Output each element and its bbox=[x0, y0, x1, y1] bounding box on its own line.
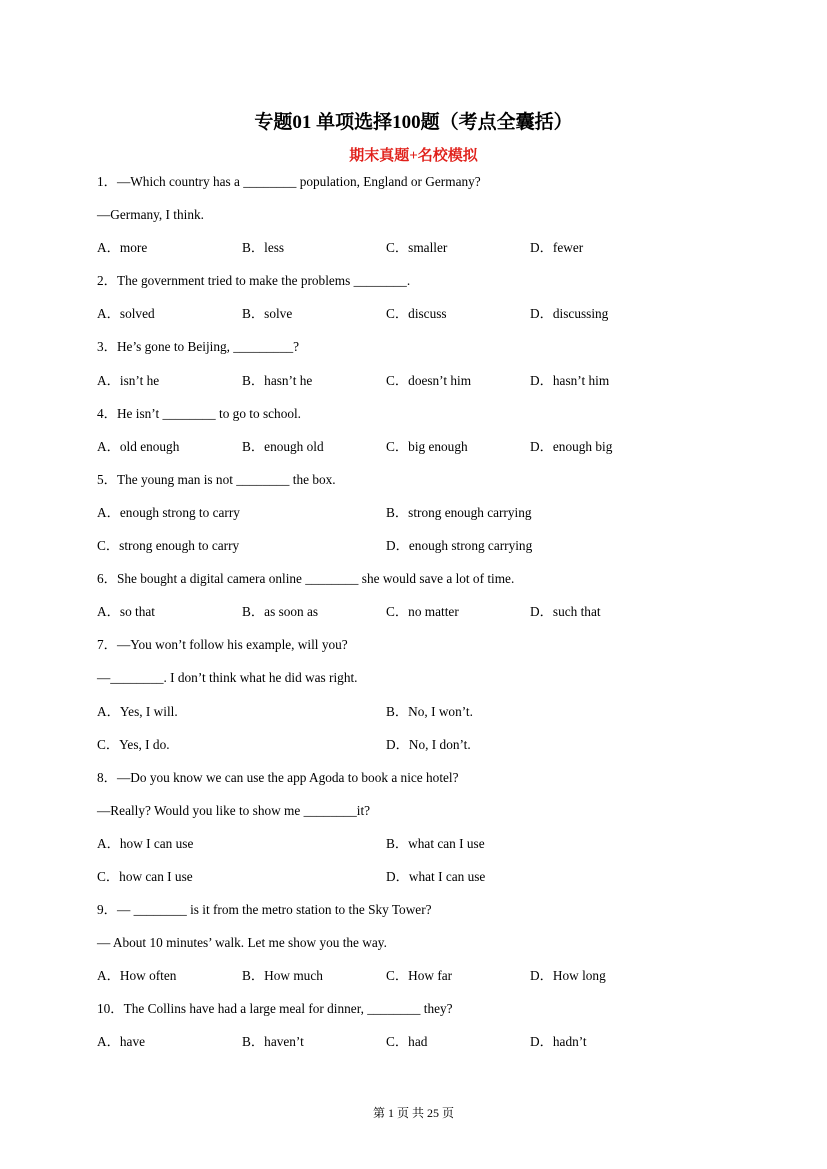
option-a[interactable]: A．so that bbox=[97, 604, 155, 620]
option-c[interactable]: C．doesn’t him bbox=[386, 372, 472, 388]
option-a[interactable]: A．have bbox=[97, 1034, 145, 1050]
option-b[interactable]: B．as soon as bbox=[242, 604, 319, 620]
question-stem: 1．—Which country has a ________ population, England or Germany? bbox=[97, 174, 481, 189]
question-response: —________. I don’t think what he did was right. bbox=[97, 670, 358, 686]
option-a[interactable]: A．How often bbox=[97, 968, 177, 984]
option-c[interactable]: C．How far bbox=[386, 968, 453, 984]
page-number: 第 1 页 共 25 页 bbox=[372, 1106, 454, 1120]
option-a[interactable]: A．solved bbox=[97, 306, 155, 322]
option-d[interactable]: D．such that bbox=[530, 604, 601, 620]
question-1 bbox=[97, 172, 737, 271]
options-row bbox=[97, 867, 737, 900]
question-4 bbox=[97, 404, 737, 470]
question-stem: 6．She bought a digital camera online ________ she would save a lot of time. bbox=[97, 571, 515, 587]
question-3 bbox=[97, 337, 737, 403]
option-a[interactable]: A．enough strong to carry bbox=[97, 504, 240, 520]
question-stem: 2．The government tried to make the problems ________. bbox=[97, 273, 411, 289]
option-a[interactable]: A．isn’t he bbox=[97, 372, 160, 388]
option-d[interactable]: D．enough big bbox=[530, 438, 613, 454]
options-row bbox=[97, 437, 737, 470]
options-row bbox=[97, 503, 737, 536]
option-a[interactable]: A．how I can use bbox=[97, 835, 194, 851]
options-row bbox=[97, 966, 737, 999]
options-row bbox=[97, 735, 737, 768]
option-c[interactable]: C．how can I use bbox=[97, 868, 193, 884]
question-list bbox=[97, 172, 737, 1066]
option-b[interactable]: B．what can I use bbox=[386, 835, 485, 851]
question-8 bbox=[97, 768, 737, 900]
question-response: — About 10 minutes’ walk. Let me show you the way. bbox=[97, 935, 387, 951]
document-subtitle: 期末真题+名校模拟 bbox=[349, 148, 478, 164]
option-a[interactable]: A．Yes, I will. bbox=[97, 703, 178, 719]
option-c[interactable]: C．had bbox=[386, 1034, 428, 1050]
question-stem: 8．—Do you know we can use the app Agoda to book a nice hotel? bbox=[97, 769, 459, 785]
question-9 bbox=[97, 900, 737, 999]
question-stem: 3．He’s gone to Beijing, _________? bbox=[97, 339, 300, 355]
options-row bbox=[97, 1032, 737, 1065]
option-a[interactable]: A．more bbox=[97, 240, 148, 256]
question-stem: 4．He isn’t ________ to go to school. bbox=[97, 405, 302, 421]
option-b[interactable]: B．haven’t bbox=[242, 1034, 304, 1050]
option-c[interactable]: C．no matter bbox=[386, 604, 459, 620]
option-b[interactable]: B．How much bbox=[242, 968, 323, 984]
question-response: —Really? Would you like to show me ________it? bbox=[97, 802, 371, 818]
option-b[interactable]: B．solve bbox=[242, 306, 293, 322]
option-c[interactable]: C．strong enough to carry bbox=[97, 538, 240, 554]
options-row bbox=[97, 702, 737, 735]
question-10 bbox=[97, 999, 737, 1065]
option-d[interactable]: D．what I can use bbox=[386, 868, 486, 884]
option-d[interactable]: D．How long bbox=[530, 968, 606, 984]
document-title: 专题01 单项选择100题（考点全囊括） bbox=[254, 112, 573, 133]
question-2 bbox=[97, 271, 737, 337]
options-row bbox=[97, 371, 737, 404]
options-row bbox=[97, 602, 737, 635]
option-c[interactable]: C．Yes, I do. bbox=[97, 736, 170, 752]
options-row bbox=[97, 536, 737, 569]
option-d[interactable]: D．hasn’t him bbox=[530, 372, 610, 388]
question-stem: 9．— ________ is it from the metro station to the Sky Tower? bbox=[97, 902, 432, 918]
option-b[interactable]: B．enough old bbox=[242, 438, 324, 454]
question-6 bbox=[97, 569, 737, 635]
options-row bbox=[97, 304, 737, 337]
question-7 bbox=[97, 635, 737, 767]
option-b[interactable]: B．less bbox=[242, 240, 285, 256]
option-d[interactable]: D．enough strong carrying bbox=[386, 538, 533, 554]
question-stem: 7．—You won’t follow his example, will you? bbox=[97, 637, 348, 653]
question-stem: 10．The Collins have had a large meal for dinner, ________ they? bbox=[97, 1001, 453, 1017]
options-row bbox=[97, 834, 737, 867]
option-a[interactable]: A．old enough bbox=[97, 438, 180, 454]
option-b[interactable]: B．hasn’t he bbox=[242, 372, 313, 388]
option-d[interactable]: D．No, I don’t. bbox=[386, 736, 471, 752]
option-b[interactable]: B．No, I won’t. bbox=[386, 703, 473, 719]
option-b[interactable]: B．strong enough carrying bbox=[386, 504, 532, 520]
options-row bbox=[97, 238, 737, 271]
option-d[interactable]: D．discussing bbox=[530, 306, 609, 322]
option-d[interactable]: D．fewer bbox=[530, 240, 584, 256]
option-c[interactable]: C．discuss bbox=[386, 306, 447, 322]
question-response: —Germany, I think. bbox=[97, 207, 204, 223]
question-stem: 5．The young man is not ________ the box. bbox=[97, 471, 336, 487]
option-d[interactable]: D．hadn’t bbox=[530, 1034, 587, 1050]
question-5 bbox=[97, 470, 737, 569]
option-c[interactable]: C．big enough bbox=[386, 438, 468, 454]
option-c[interactable]: C．smaller bbox=[386, 240, 448, 256]
